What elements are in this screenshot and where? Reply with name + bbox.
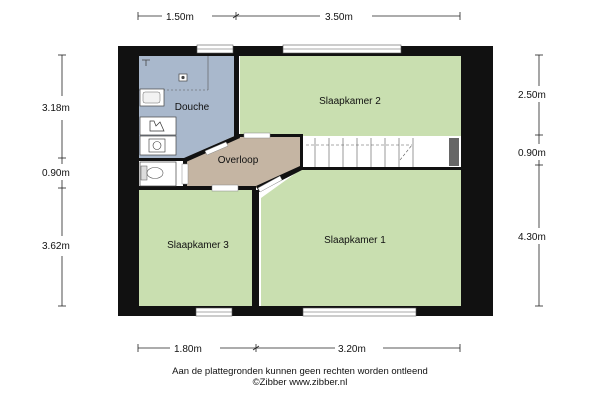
- dim-right-top: 2.50m: [518, 90, 546, 101]
- room-label-slaapkamer-1: Slaapkamer 1: [324, 235, 386, 246]
- dimension-bottom: [138, 344, 460, 355]
- dim-left-top: 3.18m: [42, 103, 70, 114]
- dim-right-middle: 0.90m: [518, 148, 546, 159]
- room-label-slaapkamer-3: Slaapkamer 3: [167, 240, 229, 251]
- copyright-text: ©Zibber www.zibber.nl: [252, 377, 348, 388]
- disclaimer-text: Aan de plattegronden kunnen geen rechten worden ontleend: [172, 366, 428, 377]
- dimension-left: [42, 55, 70, 306]
- dim-bottom-left: 1.80m: [174, 344, 202, 355]
- dim-top-right: 3.50m: [325, 12, 353, 23]
- dim-left-middle: 0.90m: [42, 168, 70, 179]
- dim-top-left: 1.50m: [166, 12, 194, 23]
- dimension-top: [138, 12, 460, 23]
- room-label-slaapkamer-2: Slaapkamer 2: [319, 96, 381, 107]
- washing-machine-icon: [140, 117, 176, 135]
- dim-bottom-right: 3.20m: [338, 344, 366, 355]
- dimension-right: [518, 55, 546, 306]
- dim-left-bottom: 3.62m: [42, 241, 70, 252]
- room-label-douche: Douche: [174, 102, 210, 113]
- dim-right-bottom: 4.30m: [518, 232, 546, 243]
- room-label-overloop: Overloop: [217, 155, 259, 166]
- stair-floor: [301, 137, 448, 168]
